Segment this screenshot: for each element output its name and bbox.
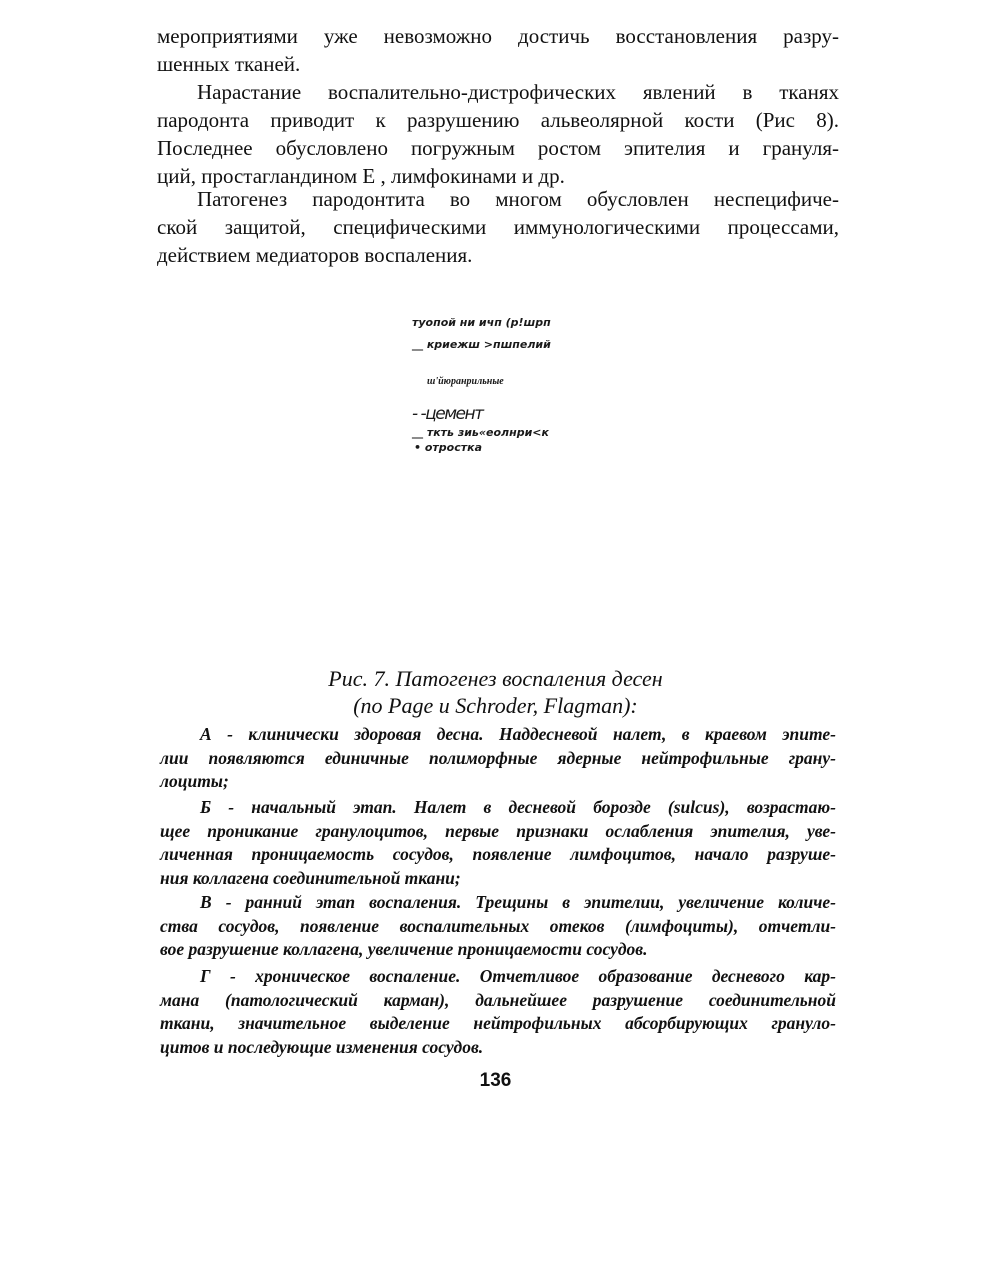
figure-labels (412, 312, 612, 462)
legend-line: цитов и последующие изменения сосудов. (160, 1036, 484, 1057)
text-line: Нарастание воспалительно-дистрофических явлений в тканях (197, 80, 839, 104)
legend-line: личенная проницаемость сосудов, появление лимфоцитов, начало разруше- (160, 844, 836, 864)
legend-line: ства сосудов, появление воспалительных отеков (лимфоциты), отчетли- (160, 915, 836, 936)
figure-label: - -цемент (412, 404, 483, 424)
text-line: ций, простагландином Е , лимфокинами и др. (157, 164, 565, 188)
body-paragraph-2 (157, 78, 839, 190)
figure-label: туопой ни ичп (р!шрп (412, 316, 551, 329)
legend-item-a (160, 723, 836, 794)
legend-line: лии появляются единичные полиморфные ядерные нейтрофильные грану- (160, 747, 836, 768)
figure-caption-line-2: (по Page и Schroder, Flagman): (353, 693, 638, 718)
legend-line: Г - хроническое воспаление. Отчетливое образование десневого кар- (200, 966, 836, 986)
legend-line: щее проникание гранулоцитов, первые признаки ослабления эпителия, уве- (160, 820, 836, 841)
legend-item-v (160, 891, 836, 962)
legend-line: ния коллагена соединительной ткани; (160, 867, 461, 888)
legend-line: Б - начальный этап. Налет в десневой борозде (sulcus), возрастаю- (200, 797, 836, 817)
page-number: 136 (479, 1070, 512, 1091)
figure-label: __ ткть зиь«еолнри<к (412, 426, 549, 439)
legend-line: ткани, значительное выделение нейтрофильных абсорбирующих грануло- (160, 1013, 836, 1033)
text-line: ской защитой, специфическими иммунологическими процессами, (157, 215, 839, 239)
figure-label: • отростка (414, 441, 483, 454)
body-paragraph-1 (157, 22, 839, 78)
text-line: Последнее обусловлено погружным ростом эпителия и грануля- (157, 136, 839, 160)
text-line: мероприятиями уже невозможно достичь восстановления разру- (157, 24, 839, 48)
text-line: действием медиаторов воспаления. (157, 243, 473, 267)
legend-line: В - ранний этап воспаления. Трещины в эпителии, увеличение количе- (200, 892, 836, 912)
text-line: пародонта приводит к разрушению альвеолярной кости (Рис 8). (157, 108, 839, 132)
legend-line: вое разрушение коллагена, увеличение проницаемости сосудов. (160, 939, 648, 959)
text-line: Патогенез пародонтита во многом обусловлен неспецифиче- (197, 187, 839, 211)
body-paragraph-3 (157, 185, 839, 269)
legend-line: А - клинически здоровая десна. Наддесневой налет, в краевом эпите- (200, 724, 836, 744)
figure-label: __ криежш >пшпелий (412, 338, 551, 351)
legend-line: мана (патологический карман), дальнейшее разрушение соединительной (160, 989, 836, 1010)
text-line: шенных тканей. (157, 52, 301, 76)
legend-item-b (160, 796, 836, 890)
figure-label: ш'йюранрильные (427, 376, 504, 387)
figure-caption-line-1: Рис. 7. Патогенез воспаления десен (328, 666, 663, 691)
legend-item-g (160, 965, 836, 1059)
legend-line: лоциты; (160, 771, 229, 791)
